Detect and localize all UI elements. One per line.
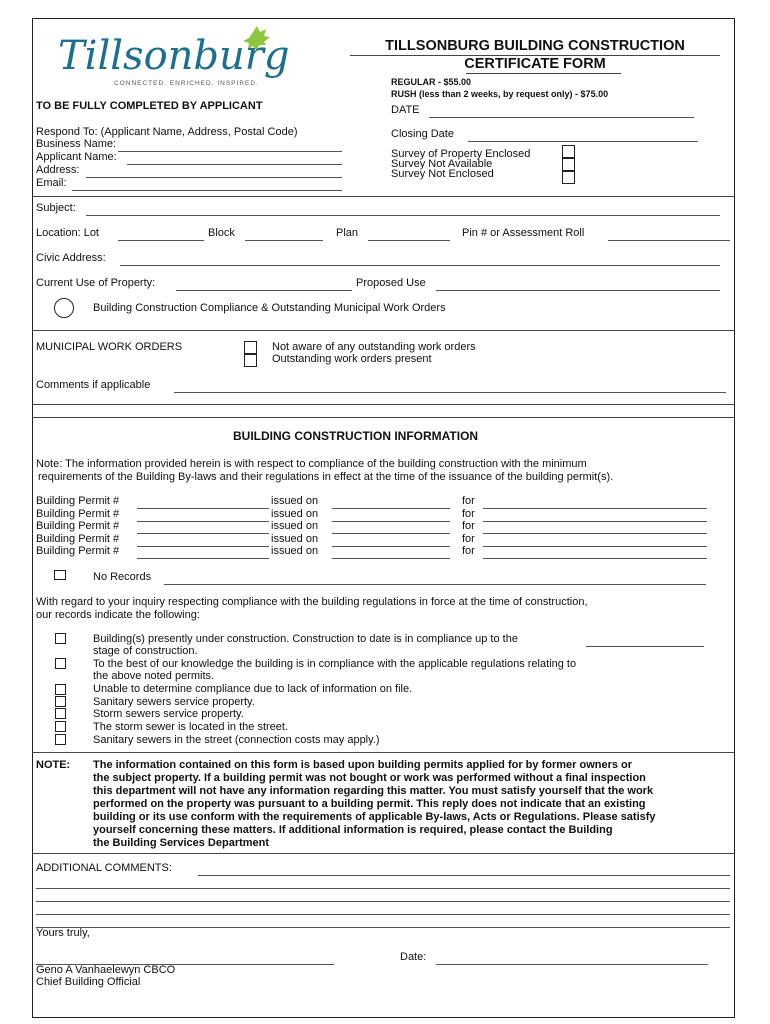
checklist-checkbox-7[interactable]	[55, 734, 66, 745]
logo-tagline: CONNECTED. ENRICHED. INSPIRED.	[114, 80, 259, 87]
for-label: for	[462, 520, 475, 533]
respond-to-label: Respond To: (Applicant Name, Address, Postal Code)	[36, 126, 298, 138]
bci-note-line2: requirements of the Building By-laws and their regulations in effect at the time of the issuance of the building permit(s).	[38, 471, 614, 483]
checklist-item-2: To the best of our knowledge the building is in compliance with the applicable regulations relating to	[93, 658, 577, 670]
closing-date-label: Closing Date	[391, 128, 454, 140]
survey-enclosed-label: Survey of Property Enclosed	[391, 148, 531, 160]
address-input[interactable]	[86, 165, 342, 178]
checklist-checkbox-1[interactable]	[55, 633, 66, 644]
checklist-item-2-cont: the above noted permits.	[93, 670, 215, 682]
additional-comments-label: ADDITIONAL COMMENTS:	[36, 862, 172, 874]
additional-comments-line2[interactable]	[36, 876, 730, 889]
current-use-input[interactable]	[176, 278, 352, 291]
for-label: for	[462, 532, 475, 545]
comments-label: Comments if applicable	[36, 379, 151, 391]
location-lot-label: Location: Lot	[36, 227, 99, 239]
regular-fee: REGULAR - $55.00	[391, 77, 472, 87]
no-records-label: No Records	[93, 571, 152, 583]
plan-input[interactable]	[368, 228, 450, 241]
divider	[32, 196, 735, 197]
stage-input[interactable]	[586, 634, 704, 647]
bci-heading: BUILDING CONSTRUCTION INFORMATION	[233, 429, 479, 443]
block-input[interactable]	[245, 228, 323, 241]
issued-on-input[interactable]	[332, 521, 450, 534]
permit-number-input[interactable]	[137, 534, 269, 547]
checklist-item-4: Sanitary sewers service property.	[93, 696, 255, 708]
yours-truly: Yours truly,	[36, 927, 90, 939]
closing-date-input[interactable]	[468, 129, 698, 142]
proposed-use-label: Proposed Use	[356, 277, 426, 289]
note-line4: performed on the property was pursuant to a building permit. This reply does not indicate that an existing	[93, 798, 646, 810]
issued-on-label: issued on	[271, 507, 319, 520]
issued-on-input[interactable]	[332, 496, 450, 509]
survey-not-enclosed-checkbox[interactable]	[562, 171, 575, 184]
not-aware-label: Not aware of any outstanding work orders	[272, 341, 476, 353]
issued-on-input[interactable]	[332, 546, 450, 559]
rush-fee: RUSH (less than 2 weeks, by request only) - $75.00	[391, 89, 609, 99]
checklist-item-7: Sanitary sewers in the street (connection costs may apply.)	[93, 734, 380, 746]
for-label: for	[462, 495, 475, 507]
proposed-use-input[interactable]	[436, 278, 720, 291]
plan-label: Plan	[336, 227, 359, 239]
note-line2: the subject property. If a building permit was not bought or work was performed without a final inspection	[93, 772, 646, 784]
permit-for-input[interactable]	[483, 509, 707, 522]
checklist-item-5: Storm sewers service property.	[93, 708, 244, 720]
footer-date-input[interactable]	[436, 952, 708, 965]
pin-label: Pin # or Assessment Roll	[462, 227, 585, 239]
outstanding-label: Outstanding work orders present	[272, 353, 432, 365]
regard-line1: With regard to your inquiry respecting compliance with the building regulations in force at the time of construction,	[36, 596, 588, 608]
checklist-checkbox-4[interactable]	[55, 696, 66, 707]
survey-not-available-checkbox[interactable]	[562, 158, 575, 171]
logo-wordmark: Tillsonburg	[58, 33, 290, 79]
additional-comments-line3[interactable]	[36, 889, 730, 902]
issued-on-label: issued on	[271, 495, 319, 507]
business-name-input[interactable]	[118, 139, 342, 152]
outstanding-checkbox[interactable]	[244, 354, 257, 367]
email-input[interactable]	[72, 178, 342, 191]
current-use-label: Current Use of Property:	[36, 277, 156, 289]
issued-on-input[interactable]	[332, 509, 450, 522]
permit-for-input[interactable]	[483, 521, 707, 534]
business-name-label: Business Name:	[36, 138, 117, 150]
divider	[32, 417, 735, 418]
work-orders-label: MUNICIPAL WORK ORDERS	[36, 341, 183, 353]
footer-date-label: Date:	[400, 951, 427, 963]
form-title-line1: TILLSONBURG BUILDING CONSTRUCTION	[385, 38, 685, 54]
additional-comments-line5[interactable]	[36, 915, 730, 928]
additional-comments-line4[interactable]	[36, 902, 730, 915]
compliance-radio[interactable]	[54, 298, 74, 318]
permit-label: Building Permit #	[36, 532, 120, 545]
civic-address-input[interactable]	[120, 253, 720, 266]
issued-on-label: issued on	[271, 545, 319, 558]
applicant-name-input[interactable]	[127, 152, 342, 165]
checklist-item-3: Unable to determine compliance due to lack of information on file.	[93, 683, 413, 695]
applicant-heading: TO BE FULLY COMPLETED BY APPLICANT	[36, 100, 263, 112]
issued-on-label: issued on	[271, 532, 319, 545]
applicant-name-label: Applicant Name:	[36, 151, 117, 163]
comments-input[interactable]	[174, 380, 726, 393]
block-label: Block	[208, 227, 235, 239]
not-aware-checkbox[interactable]	[244, 341, 257, 354]
civic-address-label: Civic Address:	[36, 252, 106, 264]
permit-label: Building Permit #	[36, 545, 120, 558]
divider	[32, 853, 735, 854]
issued-on-input[interactable]	[332, 534, 450, 547]
checklist-checkbox-3[interactable]	[55, 684, 66, 695]
note-label: NOTE:	[36, 759, 71, 771]
permit-number-input[interactable]	[137, 546, 269, 559]
permit-for-input[interactable]	[483, 534, 707, 547]
no-records-checkbox[interactable]	[54, 570, 66, 580]
compliance-option-label: Building Construction Compliance & Outstanding Municipal Work Orders	[93, 302, 446, 314]
date-input[interactable]	[429, 105, 694, 118]
divider	[32, 404, 735, 405]
date-label: DATE	[391, 104, 420, 116]
email-label: Email:	[36, 177, 67, 189]
bci-note-line1: Note: The information provided herein is with respect to compliance of the building construction with the minimum	[36, 458, 587, 470]
subject-input[interactable]	[86, 203, 720, 216]
form-title-line2: CERTIFICATE FORM	[464, 56, 606, 72]
issued-on-label: issued on	[271, 520, 319, 533]
additional-comments-line1[interactable]	[198, 863, 730, 876]
permit-label: Building Permit #	[36, 495, 120, 507]
checklist-checkbox-5[interactable]	[55, 708, 66, 719]
checklist-item-1-cont: stage of construction.	[93, 645, 198, 657]
tillsonburg-logo	[52, 24, 292, 96]
checklist-checkbox-2[interactable]	[55, 658, 66, 669]
survey-not-enclosed-label: Survey Not Enclosed	[391, 168, 494, 180]
divider	[32, 330, 735, 331]
note-line3: this department will not have any information regarding this matter. You must satisfy yourself that the work	[93, 785, 654, 797]
permit-for-input[interactable]	[483, 546, 707, 559]
note-line5: building or its use conform with the requirements of applicable By-laws, Acts or Regulations. Please satisfy	[93, 811, 656, 823]
title-underline	[350, 55, 720, 56]
checklist-item-1: Building(s) presently under construction. Construction to date is in compliance up to the	[93, 633, 518, 645]
checklist-checkbox-6[interactable]	[55, 721, 66, 732]
pin-input[interactable]	[608, 228, 730, 241]
permit-for-input[interactable]	[483, 496, 707, 509]
permit-label: Building Permit #	[36, 520, 120, 533]
survey-enclosed-checkbox[interactable]	[562, 145, 575, 158]
note-line7: the Building Services Department	[93, 837, 270, 849]
official-title: Chief Building Official	[36, 976, 141, 988]
lot-input[interactable]	[118, 228, 204, 241]
address-label: Address:	[36, 164, 80, 176]
regard-line2: our records indicate the following:	[36, 609, 200, 621]
no-records-input[interactable]	[164, 572, 706, 585]
divider	[32, 752, 735, 753]
official-name: Geno A Vanhaelewyn CBCO	[36, 964, 176, 976]
note-line1: The information contained on this form is based upon building permits applied for by former owners or	[93, 759, 633, 771]
for-label: for	[462, 507, 475, 520]
note-line6: yourself concerning these matters. If additional information is required, please contact the Building	[93, 824, 613, 836]
for-label: for	[462, 545, 475, 558]
checklist-item-6: The storm sewer is located in the street.	[93, 721, 289, 733]
permit-number-input[interactable]	[137, 521, 269, 534]
permit-number-input[interactable]	[137, 496, 269, 509]
permit-number-input[interactable]	[137, 509, 269, 522]
survey-not-available-label: Survey Not Available	[391, 158, 493, 170]
permit-label: Building Permit #	[36, 507, 120, 520]
subject-label: Subject:	[36, 202, 76, 214]
title-underline-2	[466, 73, 621, 74]
